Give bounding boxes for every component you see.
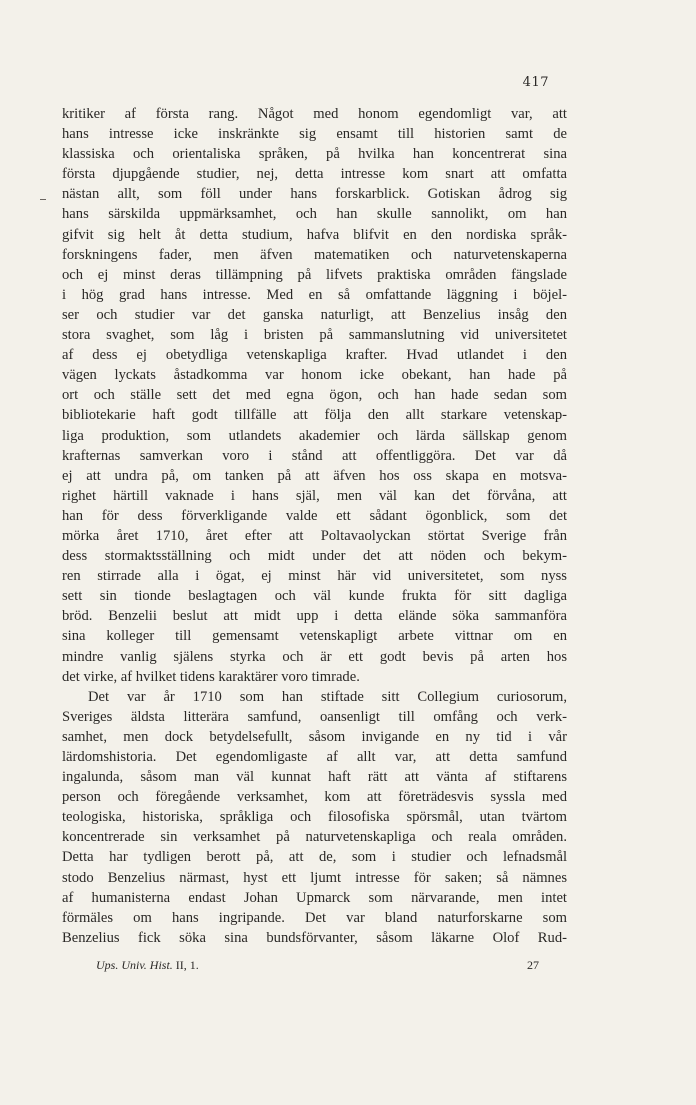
signature-mark	[96, 958, 199, 973]
body-text	[62, 104, 567, 948]
text-line: mörka året 1710, året efter att Poltavaolyckan störtat Sverige från	[62, 527, 567, 544]
text-line: ren stirrade alla i ögat, ej minst här vid universitetet, som nyss	[62, 568, 567, 585]
text-line: Detta har tydligen berott på, att de, som i studier och lefnadsmål	[62, 849, 567, 866]
page-footer	[96, 958, 539, 973]
text-line: nästan allt, som föll under hans forskarblick. Gotiskan ådrog sig	[62, 186, 567, 203]
text-line: Benzelius fick söka sina bundsförvanter, såsom läkarne Olof Rud-	[62, 929, 567, 946]
text-line: lärdomshistoria. Det egendomligaste af allt var, att detta samfund	[62, 749, 567, 765]
text-line: mindre vanlig själens styrka och är ett godt bevis på arten hos	[62, 648, 567, 665]
signature-italic: Ups. Univ. Hist.	[96, 958, 173, 972]
text-line: hans intresse icke inskränkte sig ensamt till historien samt de	[62, 126, 567, 143]
text-line: sett sin tionde beslagtagen och väl kunde frukta för sitt dagliga	[62, 588, 567, 605]
text-line: dess stormaktsställning och midt under det att nöden och bekym-	[62, 548, 567, 565]
text-line: det virke, af hvilket tidens karaktärer voro timrade.	[62, 668, 360, 685]
page-number: 417	[522, 75, 549, 90]
text-line: förmäles om hans ingripande. Det var bland naturforskarne som	[62, 909, 567, 926]
text-line: ort och ställe sett det med egna ögon, och han hade sedan som	[62, 387, 567, 404]
text-line: Sveriges äldsta litterära samfund, oansenligt till omfång och verk-	[62, 708, 567, 725]
margin-mark	[40, 199, 46, 200]
text-line: af humanisterna endast Johan Upmarck som närvarande, men intet	[62, 889, 567, 906]
text-line: vägen lyckats åstadkomma var honom icke obekant, han hade på	[62, 367, 567, 384]
text-line: kritiker af första rang. Något med honom egendomligt var, att	[62, 106, 567, 122]
text-line: han för dess förverkligande valde ett sådant ögonblick, som det	[62, 507, 567, 524]
text-line: bibliotekarie haft godt tillfälle att följa den allt starkare vetenskap-	[62, 407, 567, 424]
text-line: Det var år 1710 som han stiftade sitt Collegium curiosorum,	[88, 688, 567, 705]
text-line: ingalunda, såsom man väl kunnat haft rätt att vänta af stiftarens	[62, 769, 567, 786]
text-line: ser och studier var det ganska naturligt, att Benzelius insåg den	[62, 306, 567, 323]
text-line: stora svaghet, som låg i bristen på sammanslutning vid universitetet	[62, 327, 567, 344]
text-line: hans särskilda uppmärksamhet, och han skulle sannolikt, om han	[62, 206, 567, 223]
text-line: af dess ej obetydliga vetenskapliga krafter. Hvad utlandet i den	[62, 347, 567, 364]
text-line: teologiska, historiska, språkliga och filosofiska spörsmål, utan tvärtom	[62, 809, 567, 826]
text-line: righet härtill vaknade i hans själ, men väl kan det förvåna, att	[62, 487, 567, 504]
signature-volume: II, 1.	[172, 958, 199, 972]
text-line: koncentrerade sin verksamhet på naturvetenskapliga och reala områden.	[62, 829, 567, 846]
text-line: sina kolleger till gemensamt vetenskapligt arbete vittnar om en	[62, 628, 567, 645]
text-line: stodo Benzelius närmast, hyst ett ljumt intresse för saken; så nämnes	[62, 869, 567, 886]
text-line: bröd. Benzelii beslut att midt upp i detta elände söka sammanföra	[62, 608, 567, 625]
text-line: och ej minst deras tillämpning på lifvets praktiska områden fängslade	[62, 266, 567, 283]
text-line: klassiska och orientaliska språken, på hvilka han koncentrerat sina	[62, 146, 567, 163]
text-line: ej att undra på, om tanken på att äfven hos oss skapa en motsva-	[62, 467, 567, 484]
text-line: liga produktion, som utlandets akademier och lärda sällskap genom	[62, 427, 567, 444]
text-line: krafternas samverkan voro i stånd att offentliggöra. Det var då	[62, 447, 567, 464]
text-line: första djupgående studier, nej, detta intresse kom snart att omfatta	[62, 166, 567, 183]
text-line: person och föregående verksamhet, kom att företrädesvis syssla med	[62, 789, 567, 806]
text-line: samhet, men dock betydelsefullt, såsom invigande en ny tid i vår	[62, 728, 567, 745]
signature-number: 27	[527, 958, 539, 972]
text-line: forskningens fader, men äfven matematiken och naturvetenskaperna	[62, 246, 567, 263]
text-line: i hög grad hans intresse. Med en så omfattande läggning i böjel-	[62, 286, 567, 303]
text-line: gifvit sig helt åt detta studium, hafva blifvit en den nordiska språk-	[62, 226, 567, 243]
